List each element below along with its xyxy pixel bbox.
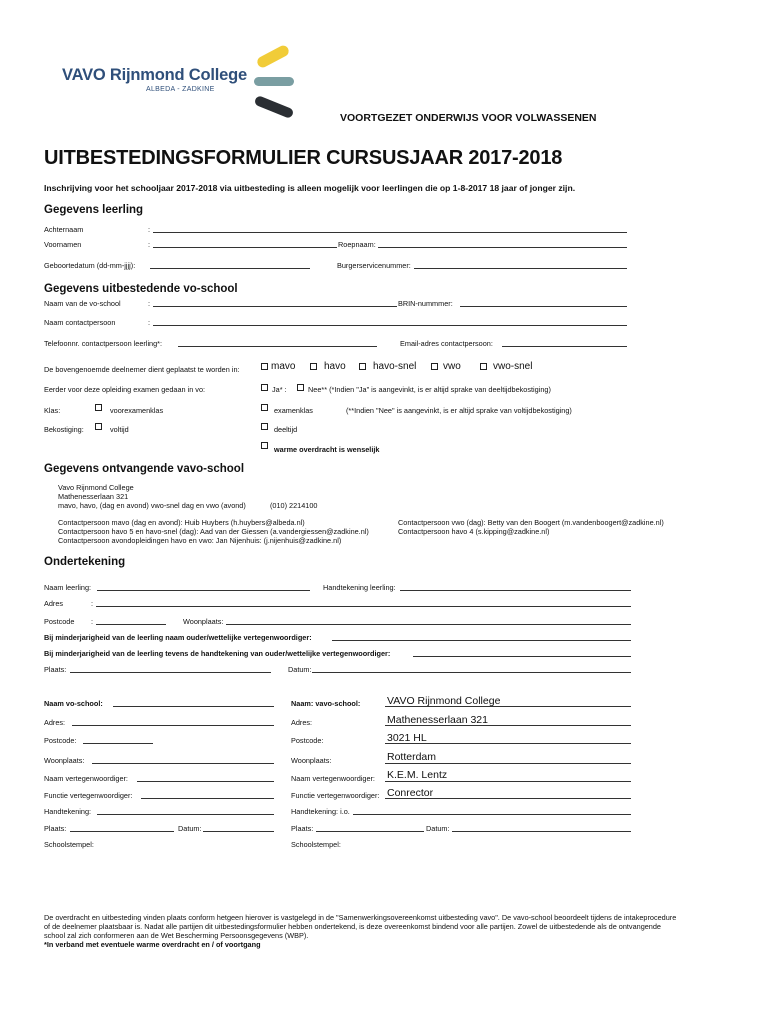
nee-checkbox[interactable] xyxy=(297,384,304,391)
naam-voschool-label: Naam vo-school: xyxy=(44,699,103,708)
footer-line-3: school zal zich conformeren aan de Wet Bescherming Persoonsgegevens (WBP). xyxy=(44,931,309,940)
havo-checkbox[interactable] xyxy=(310,363,317,370)
colon: : xyxy=(148,299,151,308)
logo-sub: ALBEDA - ZADKINE xyxy=(146,86,215,93)
left-functie-field[interactable] xyxy=(141,798,274,799)
right-adres-label: Adres: xyxy=(291,718,313,727)
bekostiging-label: Bekostiging: xyxy=(44,425,84,434)
vavo-address: Mathenesserlaan 321 xyxy=(58,492,129,501)
woonplaats-label: Woonplaats: xyxy=(183,617,224,626)
geboortedatum-field[interactable] xyxy=(150,268,310,269)
minderjarig-naam-field[interactable] xyxy=(332,640,631,641)
vavo-contact-3: Contactpersoon avondopleidingen havo en vwo: Jan Nijenhuis: (j.nijenhuis@zadkine.nl) xyxy=(58,536,342,545)
colon: : xyxy=(91,617,94,626)
telefoon-label: Telefoonnr. contactpersoon leerling*: xyxy=(44,339,163,348)
right-postcode-value: 3021 HL xyxy=(387,732,427,744)
footer-line-4: *In verband met eventuele warme overdracht en / of voortgang xyxy=(44,940,261,949)
klas-label: Klas: xyxy=(44,406,61,415)
colon: : xyxy=(148,225,151,234)
plaats-field[interactable] xyxy=(70,672,271,673)
left-datum-label: Datum: xyxy=(178,824,202,833)
right-handtekening-label: Handtekening: i.o. xyxy=(291,807,350,816)
deeltijd-label: deeltijd xyxy=(274,425,298,434)
voschool-naam-label: Naam van de vo-school xyxy=(44,299,121,308)
right-plaats-label: Plaats: xyxy=(291,824,314,833)
vavo-phone: (010) 2214100 xyxy=(270,501,318,510)
geboortedatum-label: Geboortedatum (dd-mm-jjjj): xyxy=(44,261,136,270)
right-vertegen-value: K.E.M. Lentz xyxy=(387,769,448,781)
left-adres-label: Adres: xyxy=(44,718,66,727)
havo-snel-checkbox[interactable] xyxy=(359,363,366,370)
deeltijd-checkbox[interactable] xyxy=(261,423,268,430)
naam-voschool-field[interactable] xyxy=(113,706,274,707)
geplaatst-label: De bovengenoemde deelnemer dient geplaatst te worden in: xyxy=(44,365,240,374)
vavo-contact-2: Contactpersoon havo 5 en havo-snel (dag): Aad van der Giessen (a.vandergiessen@zadkine.nl) xyxy=(58,527,369,536)
datum-field[interactable] xyxy=(312,672,631,673)
vavo-contact-1: Contactpersoon mavo (dag en avond): Huib Huybers (h.huybers@albeda.nl) xyxy=(58,518,305,527)
examenklas-label: examenklas xyxy=(274,406,313,415)
email-label: Email-adres contactpersoon: xyxy=(400,339,493,348)
logo-stripe-yellow xyxy=(255,44,290,70)
adres-field[interactable] xyxy=(96,606,631,607)
havo-label: havo xyxy=(324,361,346,372)
warme-checkbox[interactable] xyxy=(261,442,268,449)
right-plaats-field[interactable] xyxy=(316,831,424,832)
bsn-label: Burgerservicenummer: xyxy=(337,261,411,270)
handtekening-leerling-field[interactable] xyxy=(400,590,631,591)
left-postcode-label: Postcode: xyxy=(44,736,77,745)
section-vavo: Gegevens ontvangende vavo-school xyxy=(44,463,245,475)
left-woonplaats-field[interactable] xyxy=(92,763,274,764)
right-stempel-label: Schoolstempel: xyxy=(291,840,341,849)
right-adres-field[interactable] xyxy=(385,725,631,726)
voschool-naam-field[interactable] xyxy=(153,306,397,307)
left-handtekening-field[interactable] xyxy=(97,814,274,815)
tagline: VOORTGEZET ONDERWIJS VOOR VOLWASSENEN xyxy=(340,112,597,124)
right-postcode-label: Postcode: xyxy=(291,736,324,745)
nee-note: (**Indien "Nee" is aangevinkt, is er altijd sprake van voltijdbekostiging) xyxy=(346,406,572,415)
achternaam-label: Achternaam xyxy=(44,225,84,234)
ja-label: Ja* : xyxy=(272,385,287,394)
left-woonplaats-label: Woonplaats: xyxy=(44,756,85,765)
intro-text: Inschrijving voor het schooljaar 2017-2018 via uitbesteding is alleen mogelijk voor leerlingen die op 1-8-2017 18 jaar of jonger zijn. xyxy=(44,183,576,193)
right-handtekening-field[interactable] xyxy=(353,814,631,815)
voornamen-field[interactable] xyxy=(153,247,337,248)
voltijd-checkbox[interactable] xyxy=(95,423,102,430)
datum-label: Datum: xyxy=(288,665,312,674)
section-voschool: Gegevens uitbestedende vo-school xyxy=(44,283,238,295)
postcode-label: Postcode xyxy=(44,617,75,626)
right-postcode-field[interactable] xyxy=(385,743,631,744)
roepnaam-label: Roepnaam: xyxy=(338,240,376,249)
left-plaats-label: Plaats: xyxy=(44,824,67,833)
naam-vavoschool-value: VAVO Rijnmond College xyxy=(387,695,501,707)
handtekening-leerling-label: Handtekening leerling: xyxy=(323,583,396,592)
left-functie-label: Functie vertegenwoordiger: xyxy=(44,791,133,800)
naam-vavoschool-label: Naam: vavo-school: xyxy=(291,699,361,708)
havo-snel-label: havo-snel xyxy=(373,361,417,372)
left-adres-field[interactable] xyxy=(72,725,274,726)
naam-leerling-field[interactable] xyxy=(97,590,310,591)
plaats-label: Plaats: xyxy=(44,665,67,674)
left-stempel-label: Schoolstempel: xyxy=(44,840,94,849)
right-functie-label: Functie vertegenwoordiger: xyxy=(291,791,380,800)
vavo-name: Vavo Rijnmond College xyxy=(58,483,134,492)
right-woonplaats-value: Rotterdam xyxy=(387,751,437,763)
warme-label: warme overdracht is wenselijk xyxy=(274,445,380,454)
adres-label: Adres xyxy=(44,599,64,608)
ja-checkbox[interactable] xyxy=(261,384,268,391)
brin-field[interactable] xyxy=(460,306,627,307)
achternaam-field[interactable] xyxy=(153,232,627,233)
email-field[interactable] xyxy=(502,346,627,347)
right-vertegen-field[interactable] xyxy=(385,781,631,782)
section-leerling: Gegevens leerling xyxy=(44,204,144,216)
right-datum-label: Datum: xyxy=(426,824,450,833)
postcode-field[interactable] xyxy=(96,624,166,625)
vwo-checkbox[interactable] xyxy=(431,363,438,370)
nee-label: Nee** (*Indien "Ja" is aangevinkt, is er altijd sprake van deeltijdbekostiging) xyxy=(308,385,551,394)
right-functie-field[interactable] xyxy=(385,798,631,799)
vwo-snel-checkbox[interactable] xyxy=(480,363,487,370)
right-adres-value: Mathenesserlaan 321 xyxy=(387,714,488,726)
footer-line-1: De overdracht en uitbesteding vinden plaats conform hetgeen hierover is vastgelegd in de "Samenwerkingsovereenkomst uitbesteding vavo". De vavo-school beoordeelt tijdens de intakeprocedure xyxy=(44,913,677,922)
left-postcode-field[interactable] xyxy=(83,743,153,744)
voorexamenklas-label: voorexamenklas xyxy=(110,406,164,415)
vavo-contact-5: Contactpersoon havo 4 (s.kipping@zadkine.nl) xyxy=(398,527,550,536)
minderjarig-naam-label: Bij minderjarigheid van de leerling naam ouder/wettelijke vertegenwoordiger: xyxy=(44,633,312,642)
mavo-label: mavo xyxy=(271,361,296,372)
vavo-contact-4: Contactpersoon vwo (dag): Betty van den Boogert (m.vandenboogert@zadkine.nl) xyxy=(398,518,664,527)
contactpersoon-field[interactable] xyxy=(153,325,627,326)
page-title: UITBESTEDINGSFORMULIER CURSUSJAAR 2017-2018 xyxy=(44,147,563,169)
right-woonplaats-field[interactable] xyxy=(385,763,631,764)
left-handtekening-label: Handtekening: xyxy=(44,807,92,816)
vwo-snel-label: vwo-snel xyxy=(493,361,533,372)
colon: : xyxy=(148,240,151,249)
section-ondertekening: Ondertekening xyxy=(44,556,126,568)
roepnaam-field[interactable] xyxy=(378,247,627,248)
colon: : xyxy=(148,318,151,327)
voltijd-label: voltijd xyxy=(110,425,129,434)
mavo-checkbox[interactable] xyxy=(261,363,268,370)
eerder-label: Eerder voor deze opleiding examen gedaan in vo: xyxy=(44,385,206,394)
footer-line-2: of de deelnemer plaatsbaar is. Nadat alle partijen dit uitbestedingsformulier hebben ondertekend, is deze overeenkomst bindend voor alle partijen. Zowel de uitbestedende als de ontvangende xyxy=(44,922,661,931)
voornamen-label: Voornamen xyxy=(44,240,82,249)
contactpersoon-label: Naam contactpersoon xyxy=(44,318,116,327)
naam-vavoschool-field[interactable] xyxy=(385,706,631,707)
vwo-label: vwo xyxy=(443,361,461,372)
logo-stripe-dark xyxy=(254,95,295,119)
naam-leerling-label: Naam leerling: xyxy=(44,583,92,592)
logo xyxy=(62,66,247,93)
right-datum-field[interactable] xyxy=(452,831,631,832)
telefoon-field[interactable] xyxy=(178,346,377,347)
minderjarig-handtekening-field[interactable] xyxy=(413,656,631,657)
colon: : xyxy=(91,599,94,608)
right-functie-value: Conrector xyxy=(387,787,434,799)
right-woonplaats-label: Woonplaats: xyxy=(291,756,332,765)
left-vertegen-label: Naam vertegenwoordiger: xyxy=(44,774,128,783)
voorexamenklas-checkbox[interactable] xyxy=(95,404,102,411)
brin-label: BRIN-nummmer: xyxy=(398,299,453,308)
logo-name: VAVO Rijnmond College xyxy=(62,66,247,84)
woonplaats-field[interactable] xyxy=(226,624,631,625)
logo-stripe-teal xyxy=(254,77,294,86)
left-datum-field[interactable] xyxy=(203,831,274,832)
minderjarig-handtekening-label: Bij minderjarigheid van de leerling tevens de handtekening van ouder/wettelijke vertegenwoordiger: xyxy=(44,649,391,658)
right-vertegen-label: Naam vertegenwoordiger: xyxy=(291,774,375,783)
vavo-line3: mavo, havo, (dag en avond) vwo-snel dag en vwo (avond) xyxy=(58,501,246,510)
left-vertegen-field[interactable] xyxy=(137,781,274,782)
examenklas-checkbox[interactable] xyxy=(261,404,268,411)
bsn-field[interactable] xyxy=(414,268,627,269)
left-plaats-field[interactable] xyxy=(70,831,174,832)
